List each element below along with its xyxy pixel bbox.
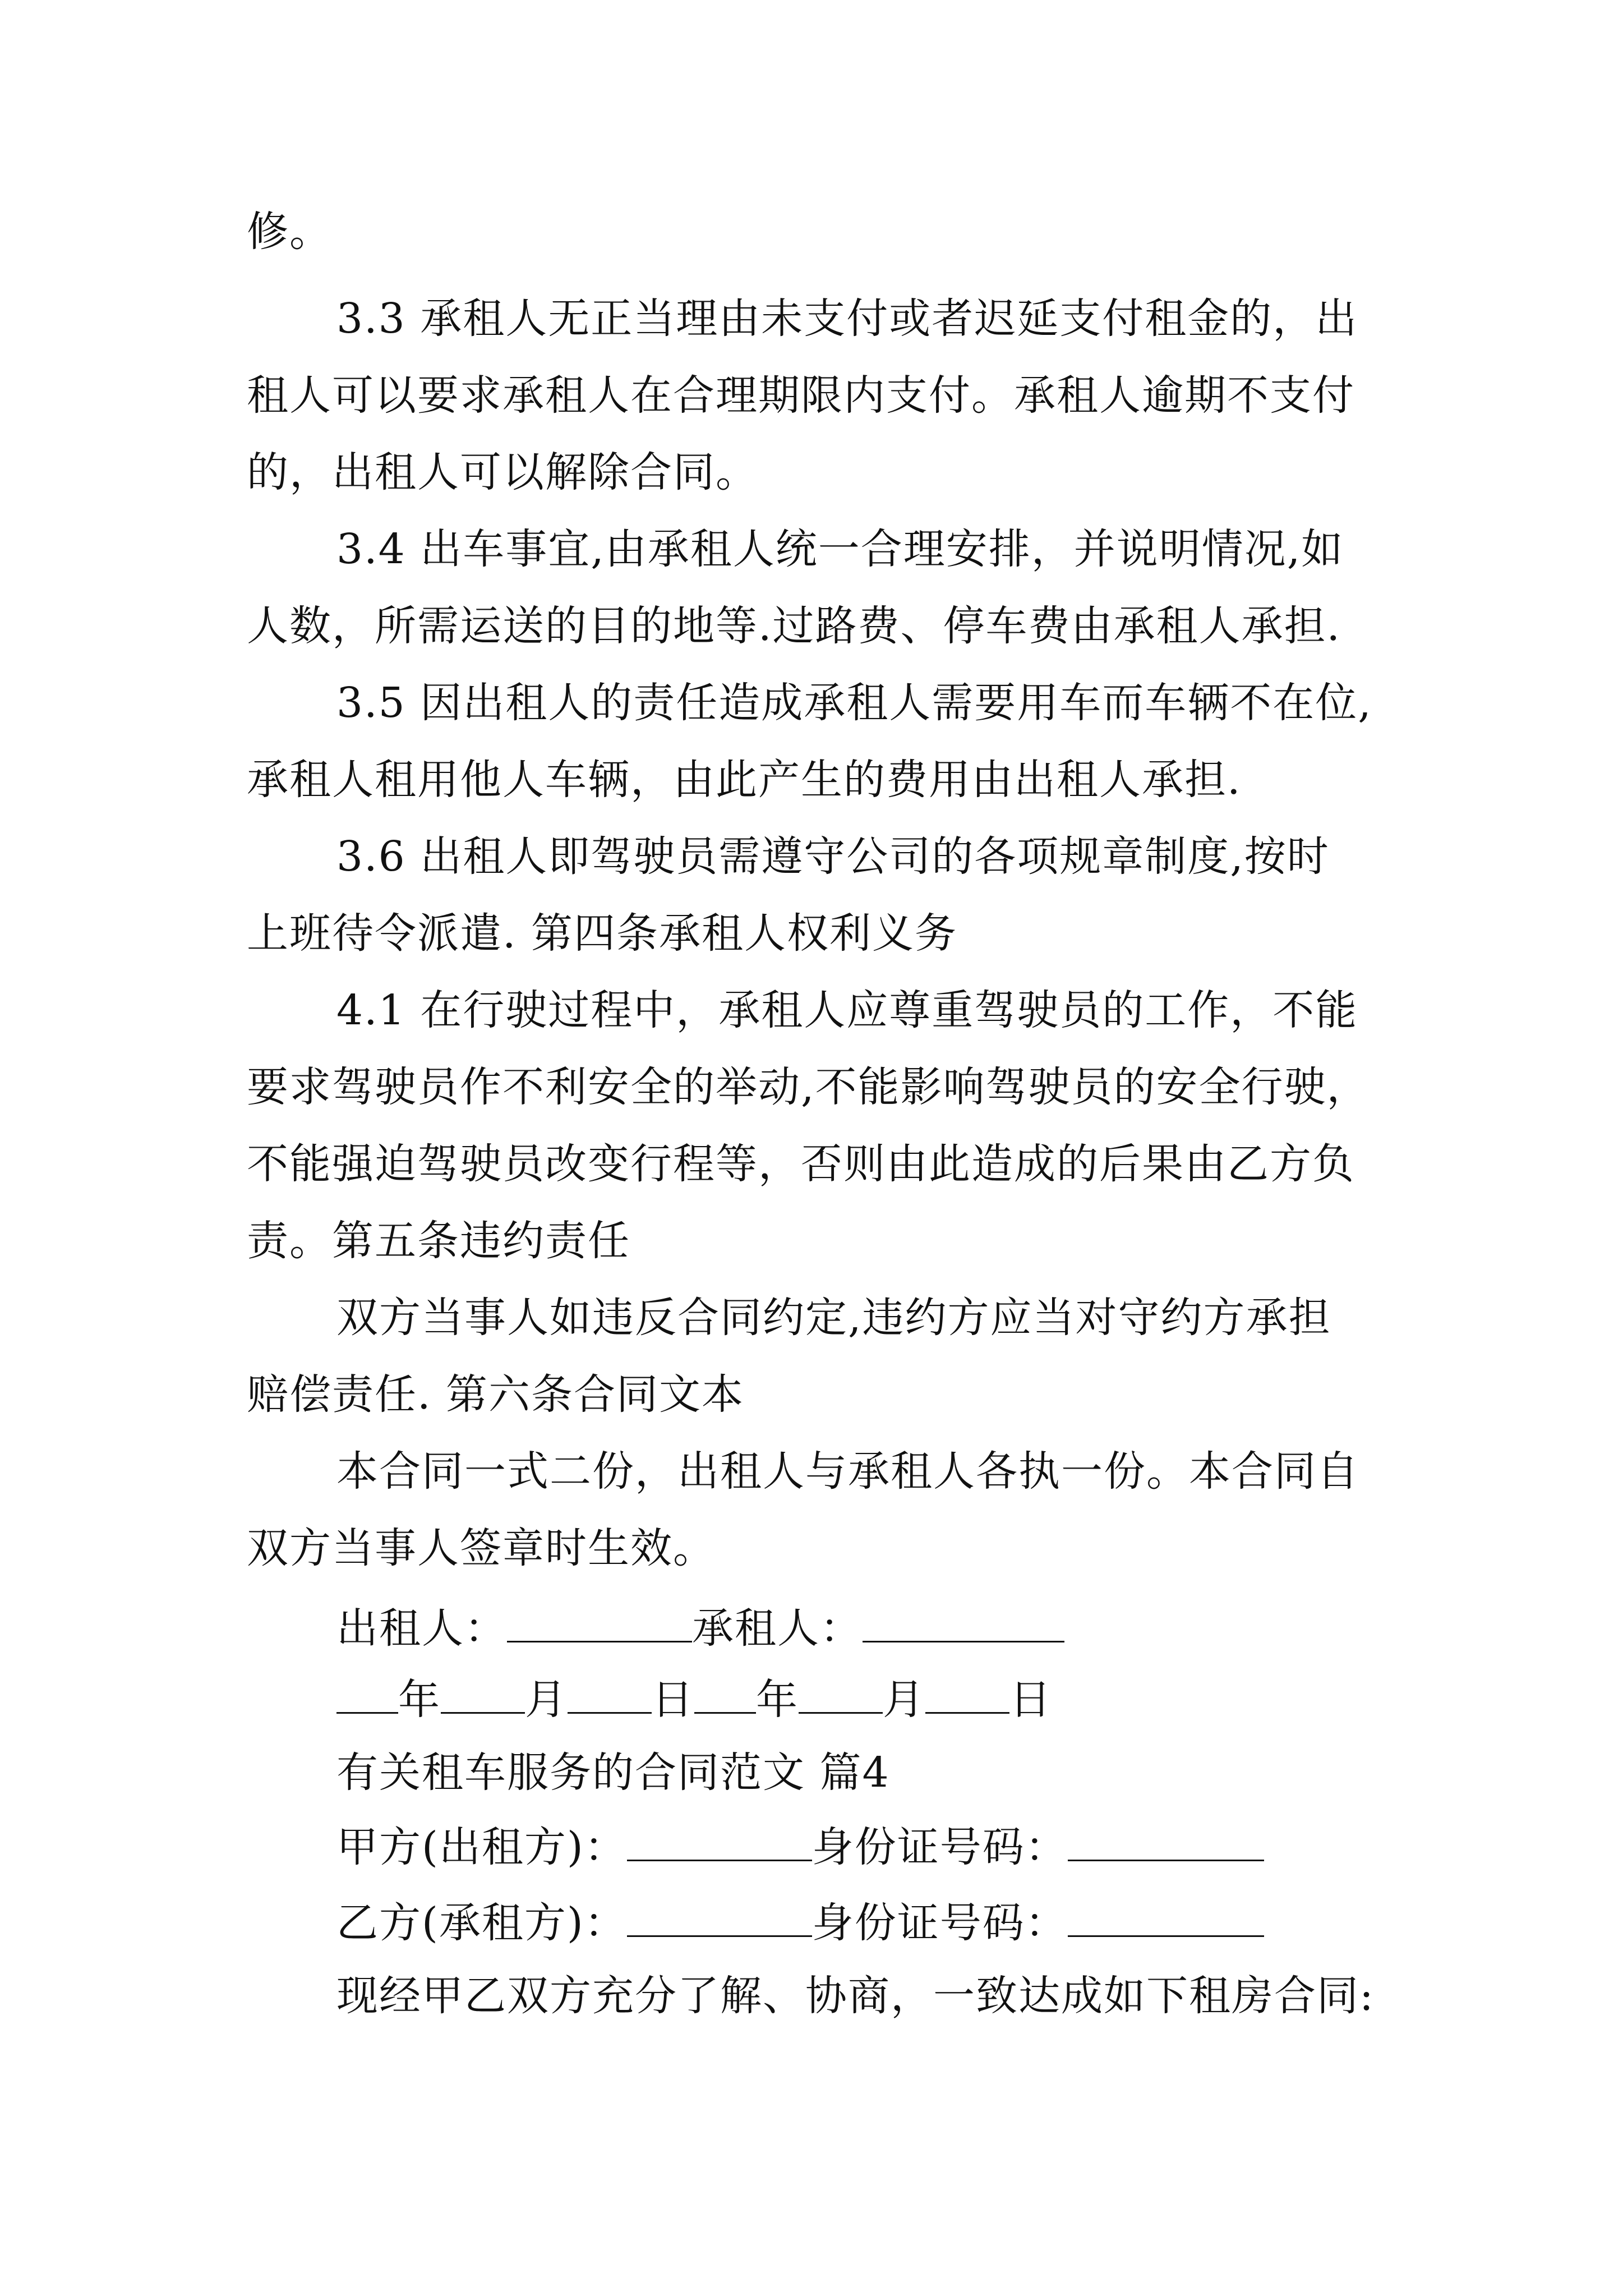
text-line: 修。 [247, 208, 332, 256]
text-line: 双方当事人如违反合同约定,违约方应当对守约方承担 [336, 1294, 1331, 1342]
text-line: 赔偿责任. 第六条合同文本 [247, 1370, 745, 1419]
section-title: 有关租车服务的合同范文 篇4 [336, 1749, 890, 1797]
month-blank [799, 1673, 883, 1714]
text-line: 3.3 承租人无正当理由未支付或者迟延支付租金的，出 [336, 295, 1358, 343]
lessee-label: 承租人： [692, 1604, 863, 1653]
lessor-blank [507, 1602, 692, 1642]
year-blank [694, 1673, 756, 1714]
year-blank [336, 1673, 398, 1714]
day-blank [568, 1673, 652, 1714]
text-line: 3.6 出租人即驾驶员需遵守公司的各项规章制度,按时 [336, 832, 1330, 881]
text-line: 要求驾驶员作不利安全的举动,不能影响驾驶员的安全行驶， [247, 1063, 1370, 1111]
party-a-id-blank [1068, 1820, 1264, 1861]
text-line: 双方当事人签章时生效。 [247, 1524, 716, 1572]
text-line: 4.1 在行驶过程中，承租人应尊重驾驶员的工作，不能 [336, 986, 1358, 1034]
signature-line [336, 1602, 1064, 1655]
party-b-id-blank [1068, 1896, 1264, 1937]
closing-line: 现经甲乙双方充分了解、协商，一致达成如下租房合同: [336, 1972, 1375, 2020]
text-line: 本合同一式二份，出租人与承租人各执一份。本合同自 [336, 1447, 1359, 1496]
month-blank [441, 1673, 525, 1714]
day-label: 日 [652, 1676, 694, 1724]
month-label: 月 [883, 1676, 925, 1724]
party-a-line [336, 1820, 1264, 1874]
id-label: 身份证号码： [811, 1823, 1068, 1871]
day-blank [925, 1673, 1009, 1714]
party-a-label: 甲方(出租方)： [336, 1823, 627, 1871]
day-label: 日 [1009, 1676, 1052, 1724]
text-line: 不能强迫驾驶员改变行程等，否则由此造成的后果由乙方负 [247, 1140, 1355, 1188]
text-line: 租人可以要求承租人在合理期限内支付。承租人逾期不支付 [247, 371, 1355, 420]
lessor-label: 出租人： [336, 1604, 507, 1653]
party-b-label: 乙方(承租方)： [336, 1899, 627, 1947]
text-line: 人数，所需运送的目的地等.过路费、停车费由承租人承担. [247, 602, 1341, 650]
party-b-blank [627, 1896, 812, 1937]
party-b-line [336, 1896, 1264, 1950]
id-label: 身份证号码： [811, 1899, 1068, 1947]
month-label: 月 [525, 1676, 568, 1724]
text-line: 3.4 出车事宜,由承租人统一合理安排，并说明情况,如 [336, 525, 1344, 573]
text-line: 责。第五条违约责任 [247, 1217, 630, 1265]
text-line: 承租人租用他人车辆，由此产生的费用由出租人承担. [247, 756, 1242, 804]
lessee-blank [863, 1602, 1064, 1642]
year-label: 年 [756, 1676, 799, 1724]
year-label: 年 [398, 1676, 441, 1724]
text-line: 3.5 因出租人的责任造成承租人需要用车而车辆不在位, [336, 679, 1372, 727]
text-line: 的，出租人可以解除合同。 [247, 448, 758, 496]
text-line: 上班待令派遣. 第四条承租人权利义务 [247, 909, 958, 958]
date-line [336, 1673, 1052, 1727]
party-a-blank [627, 1820, 812, 1861]
